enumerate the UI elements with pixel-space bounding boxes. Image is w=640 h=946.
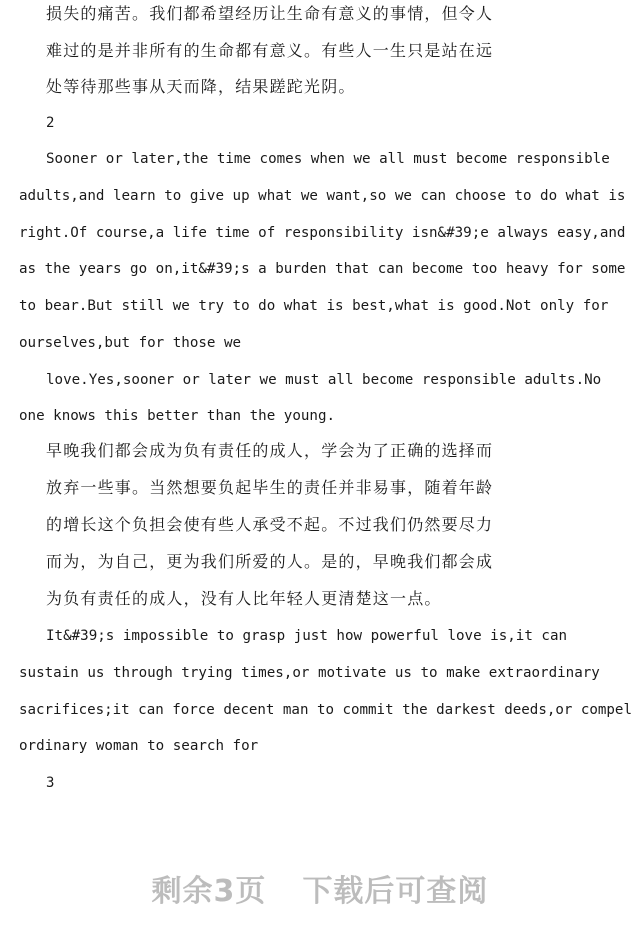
text-line: 难过的是并非所有的生命都有意义。有些人一生只是站在远: [46, 41, 494, 60]
text-line: one knows this better than the young.: [19, 408, 336, 424]
text-line: It&#39;s impossible to grasp just how powerful love is,it can: [46, 628, 568, 644]
text-line: 而为，为自己，更为我们所爱的人。是的，早晚我们都会成: [46, 552, 494, 571]
text-line: sacrifices;it can force decent man to commit the darkest deeds,or compel: [19, 702, 632, 718]
text-line: 为负有责任的成人，没有人比年轻人更清楚这一点。: [46, 589, 442, 608]
text-line: ourselves,but for those we: [19, 335, 242, 351]
text-line: to bear.But still we try to do what is best,what is good.Not only for: [19, 298, 609, 314]
text-line: 早晚我们都会成为负有责任的成人，学会为了正确的选择而: [46, 441, 494, 460]
remaining-pages-label: 剩余3页: [151, 874, 267, 909]
page-number: 3: [46, 775, 55, 791]
page-number: 2: [46, 115, 55, 131]
text-line: sustain us through trying times,or motivate us to make extraordinary: [19, 665, 600, 681]
text-line: 的增长这个负担会使有些人承受不起。不过我们仍然要尽力: [46, 515, 494, 534]
text-line: 放弃一些事。当然想要负起毕生的责任并非易事，随着年龄: [46, 478, 494, 497]
text-line: Sooner or later,the time comes when we all must become responsible: [46, 151, 610, 167]
text-line: love.Yes,sooner or later we must all become responsible adults.No: [46, 372, 602, 388]
text-line: adults,and learn to give up what we want,so we can choose to do what is: [19, 188, 626, 204]
download-to-view-label: 下载后可查阅: [302, 874, 489, 909]
text-line: right.Of course,a life time of responsibility isn&#39;e always easy,and: [19, 225, 626, 241]
text-line: ordinary woman to search for: [19, 738, 259, 754]
text-line: 处等待那些事从天而降，结果蹉跎光阴。: [46, 77, 356, 96]
text-line: 损失的痛苦。我们都希望经历让生命有意义的事情，但令人: [46, 4, 494, 23]
text-line: as the years go on,it&#39;s a burden that can become too heavy for some: [19, 261, 626, 277]
download-banner[interactable]: [0, 866, 640, 910]
